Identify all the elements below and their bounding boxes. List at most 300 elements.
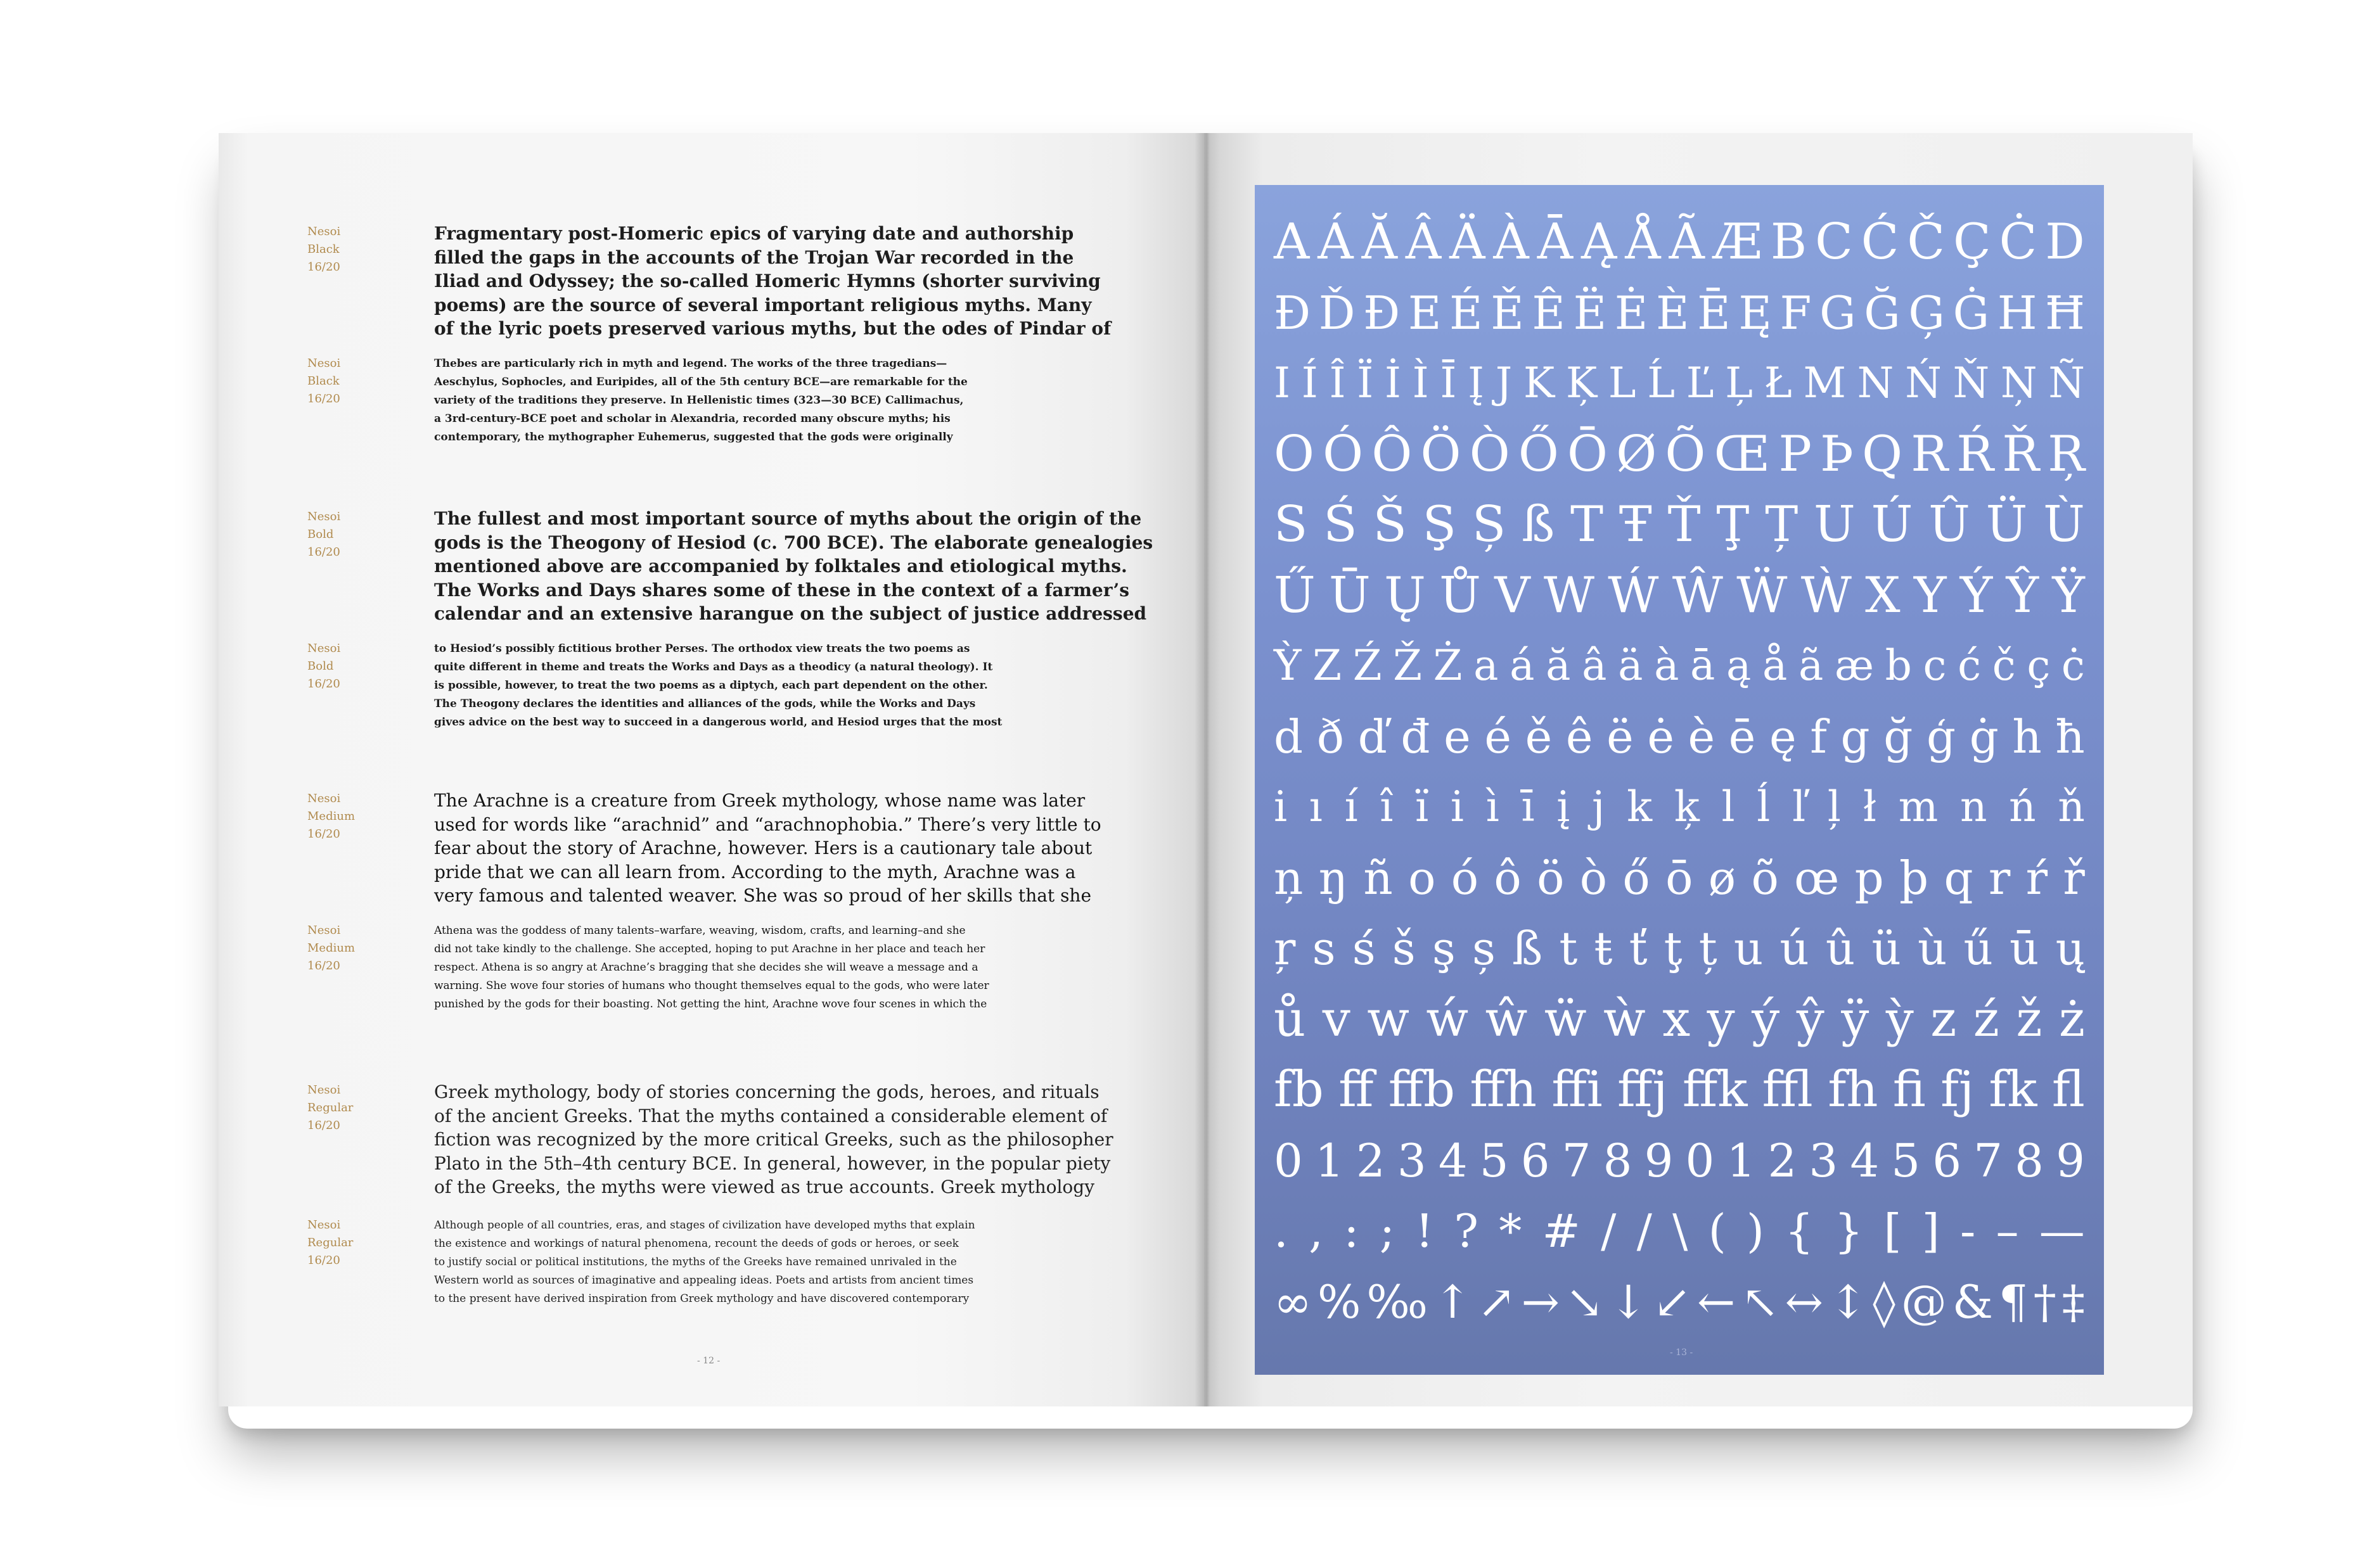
font-spec-line: Bold: [307, 660, 334, 673]
glyph-row: [1274, 423, 2085, 486]
glyph: Þ: [1820, 425, 1854, 483]
glyph: /: [1601, 1204, 1617, 1258]
font-spec-line: Nesoi: [307, 510, 341, 523]
glyph: Ű: [1274, 566, 1316, 624]
glyph: M: [1803, 359, 1847, 407]
glyph: Đ: [1274, 286, 1311, 340]
right-page-number: - 13 -: [1670, 1348, 1693, 1358]
sample-paragraph: [434, 507, 1315, 626]
glyph: Ã: [1669, 214, 1705, 271]
glyph: Ņ: [2000, 359, 2037, 407]
glyph: ;: [1379, 1204, 1395, 1258]
glyph: Ü: [1985, 496, 2028, 553]
glyph: â: [1582, 641, 1607, 690]
glyph: ě: [1525, 710, 1553, 763]
glyph: d: [1274, 710, 1304, 763]
glyph: ð: [1316, 710, 1345, 763]
glyph: ‰: [1366, 1275, 1428, 1329]
glyph: 6: [1932, 1133, 1962, 1187]
glyph: Z: [1312, 641, 1342, 690]
glyph: ŕ: [2025, 851, 2048, 905]
glyph: Ő: [1518, 425, 1559, 483]
glyph: :: [1343, 1204, 1359, 1258]
glyph: í: [1344, 782, 1358, 831]
glyph: Y: [1914, 566, 1947, 624]
glyph-row: [1274, 1129, 2085, 1192]
glyph: ô: [1494, 851, 1522, 905]
glyph: 6: [1520, 1133, 1550, 1187]
glyph: –: [1996, 1204, 2019, 1258]
glyph: 8: [2015, 1133, 2044, 1187]
sample-line: poems) are the source of several important religious myths. Many: [434, 294, 1092, 316]
glyph: ): [1746, 1204, 1764, 1258]
font-spec-line: 16/20: [307, 392, 340, 405]
font-spec-line: Nesoi: [307, 1083, 341, 1097]
glyph: ę: [1769, 710, 1797, 763]
glyph: Ŗ: [2048, 425, 2085, 483]
sample-line: Aeschylus, Sophocles, and Euripides, all of the 5th century BCE—are remarkable for the: [434, 376, 968, 388]
glyph: Đ: [1363, 286, 1401, 340]
glyph: ø: [1708, 851, 1736, 905]
glyph: Ẁ: [1800, 566, 1852, 624]
sample-line: punished by the gods for their boasting. Not getting the hint, Arachne wove four scenes in which the: [434, 998, 987, 1010]
glyph: ė: [1647, 710, 1674, 763]
glyph: ò: [1579, 851, 1608, 905]
glyph: Ľ: [1686, 359, 1714, 407]
glyph: á: [1510, 641, 1535, 690]
glyph: Ċ: [1999, 214, 2037, 271]
glyph: Ć: [1861, 214, 1899, 271]
glyph: Ò: [1469, 425, 1510, 483]
glyph: å: [1762, 641, 1788, 690]
glyph: f: [1810, 710, 1827, 763]
left-page: [219, 133, 1204, 1406]
glyph: m: [1898, 782, 1939, 831]
glyph: Ŕ: [1956, 425, 1994, 483]
glyph: Ș: [1471, 496, 1506, 553]
sample-line: Plato in the 5th–4th century BCE. In general, however, in the popular piety: [434, 1152, 1111, 1174]
glyph: š: [1392, 922, 1416, 975]
glyph: 8: [1603, 1133, 1632, 1187]
glyph: G: [1819, 286, 1856, 340]
glyph: ¶: [1998, 1275, 2028, 1329]
glyph: y: [1707, 990, 1735, 1048]
glyph: P: [1778, 425, 1812, 483]
glyph: Õ: [1665, 425, 1706, 483]
sample-line: to Hesiod’s possibly fictitious brother Perses. The orthodox view treats the two poems as: [434, 642, 970, 655]
glyph: ]: [1921, 1204, 1940, 1258]
sample-line: filled the gaps in the accounts of the Trojan War recorded in the: [434, 246, 1074, 268]
font-spec-line: Regular: [307, 1101, 354, 1114]
glyph: ń: [2009, 782, 2036, 831]
glyph: ù: [1917, 922, 1947, 975]
glyph: Ā: [1537, 214, 1574, 271]
glyph: Ø: [1616, 425, 1657, 483]
glyph: ș: [1472, 922, 1496, 975]
glyph: Î: [1329, 359, 1346, 407]
glyph: ỳ: [1885, 990, 1914, 1048]
glyph: ś: [1352, 922, 1376, 975]
glyph: ų: [2055, 922, 2085, 975]
glyph: į: [1556, 782, 1570, 831]
glyph: č: [1992, 641, 2016, 690]
glyph: ẅ: [1544, 990, 1587, 1048]
glyph: 0: [1274, 1133, 1303, 1187]
sample-line: gives advice on the best way to succeed in a dangerous world, and Hesiod urges that the most: [434, 716, 1003, 729]
glyph: fh: [1828, 1061, 1878, 1118]
glyph: 5: [1891, 1133, 1921, 1187]
glyph: U: [1814, 496, 1856, 553]
glyph: É: [1449, 286, 1483, 340]
glyph: 3: [1809, 1133, 1838, 1187]
sample-line: Fragmentary post-Homeric epics of varying date and authorship: [434, 223, 1074, 244]
glyph-row: [1274, 1270, 2085, 1334]
glyph: 1: [1726, 1133, 1756, 1187]
font-spec-label: [307, 922, 409, 975]
glyph-row: [1274, 281, 2085, 345]
glyph: p: [1854, 851, 1884, 905]
glyph: Ì: [1412, 359, 1429, 407]
sample-line: contemporary, the mythographer Euhemerus, suggested that the gods were originally: [434, 431, 953, 443]
glyph: Ė: [1614, 286, 1648, 340]
glyph: ←: [1696, 1275, 1736, 1329]
glyph: Ï: [1357, 359, 1374, 407]
glyph: 5: [1479, 1133, 1509, 1187]
glyph: ẁ: [1603, 990, 1646, 1048]
font-spec-line: Medium: [307, 810, 356, 823]
sample-line: Iliad and Odyssey; the so-called Homeric Hymns (shorter surviving: [434, 271, 1101, 291]
glyph: ↑: [1433, 1275, 1472, 1329]
sample-line: warning. She wove four stories of humans who thought themselves equal to the gods, who were later: [434, 979, 989, 992]
font-spec-line: Regular: [307, 1236, 354, 1249]
glyph-row: [1274, 352, 2085, 415]
glyph: !: [1415, 1204, 1434, 1258]
glyph: û: [1825, 922, 1856, 975]
glyph: ê: [1565, 710, 1593, 763]
glyph: Ń: [1905, 359, 1942, 407]
glyph: Į: [1468, 359, 1485, 407]
glyph: Ÿ: [2052, 566, 2085, 624]
glyph: İ: [1384, 359, 1401, 407]
glyph: ŧ: [1594, 922, 1613, 975]
glyph: Ē: [1697, 286, 1731, 340]
glyph: ň: [2058, 782, 2085, 831]
glyph: Ġ: [1952, 286, 1990, 340]
sample-paragraph: [434, 1080, 1315, 1199]
glyph: è: [1688, 710, 1715, 763]
glyph: v: [1322, 990, 1350, 1048]
glyph: é: [1484, 710, 1511, 763]
glyph: fk: [1989, 1061, 2037, 1118]
glyph: h: [2012, 710, 2042, 763]
glyph: ŋ: [1318, 851, 1349, 905]
glyph: 9: [1644, 1133, 1674, 1187]
glyph: 9: [2056, 1133, 2085, 1187]
glyph: Ŵ: [1672, 566, 1723, 624]
glyph: k: [1627, 782, 1653, 831]
glyph: ‡: [2061, 1275, 2085, 1329]
glyph: Ħ: [2045, 286, 2085, 340]
glyph: E: [1407, 286, 1442, 340]
glyph: Ẅ: [1736, 566, 1788, 624]
glyph: fb: [1274, 1061, 1324, 1118]
glyph: Ğ: [1864, 286, 1901, 340]
glyph-row: [1274, 917, 2085, 980]
glyph: Ů: [1439, 566, 1481, 624]
glyph: o: [1408, 851, 1436, 905]
glyph: l: [1721, 782, 1735, 831]
sample-line: the existence and workings of natural phenomena, recount the deeds of gods or heroes, or seek: [434, 1237, 959, 1250]
glyph: s: [1312, 922, 1336, 975]
glyph: ß: [1522, 496, 1555, 553]
glyph: Ý: [1959, 566, 1993, 624]
font-spec-label: [307, 1081, 409, 1135]
glyph: K: [1523, 359, 1555, 407]
glyph: ł: [1863, 782, 1877, 831]
glyph: ž: [2016, 990, 2042, 1048]
glyph: B: [1770, 214, 1807, 271]
glyph: ↔: [1785, 1275, 1823, 1329]
glyph: ľ: [1792, 782, 1806, 831]
glyph: fl: [2051, 1061, 2085, 1118]
glyph: Ť: [1667, 496, 1701, 553]
glyph: ffh: [1470, 1061, 1537, 1118]
glyph: ā: [1690, 641, 1715, 690]
font-spec-line: Nesoi: [307, 924, 341, 937]
glyph: 1: [1314, 1133, 1344, 1187]
sample-paragraph: [434, 222, 1315, 341]
glyph: ý: [1752, 990, 1780, 1048]
glyph: T: [1570, 496, 1604, 553]
font-spec-label: [307, 508, 409, 561]
glyph: À: [1493, 214, 1529, 271]
glyph: Æ: [1712, 214, 1762, 271]
glyph: Û: [1928, 496, 1970, 553]
glyph: j: [1592, 782, 1605, 831]
glyph: ∞: [1274, 1275, 1312, 1329]
glyph: [: [1883, 1204, 1902, 1258]
glyph: Ñ: [2048, 359, 2085, 407]
font-spec-line: Nesoi: [307, 642, 341, 655]
glyph: ī: [1521, 782, 1535, 831]
glyph-row: [1274, 705, 2085, 768]
glyph: Ó: [1323, 425, 1364, 483]
font-spec-label: [307, 223, 409, 276]
font-spec-line: Black: [307, 374, 340, 388]
glyph: ↗: [1477, 1275, 1516, 1329]
glyph: Ŷ: [2006, 566, 2039, 624]
glyph: ż: [2058, 990, 2085, 1048]
glyph: J: [1495, 359, 1513, 407]
glyph: ↖: [1741, 1275, 1779, 1329]
glyph: V: [1494, 566, 1530, 624]
glyph: W: [1543, 566, 1594, 624]
font-spec-line: 16/20: [307, 1254, 340, 1267]
glyph: ċ: [2061, 641, 2085, 690]
glyph-row: [1274, 634, 2085, 698]
sample-line: Although people of all countries, eras, and stages of civilization have developed myths that explain: [434, 1219, 975, 1232]
glyph: Ú: [1871, 496, 1913, 553]
font-spec-label: [307, 790, 409, 843]
glyph: #: [1542, 1204, 1580, 1258]
sample-line: gods is the Theogony of Hesiod (c. 700 BCE). The elaborate genealogies: [434, 532, 1153, 553]
glyph: ć: [1958, 641, 1982, 690]
glyph: ş: [1432, 922, 1456, 975]
glyph: Ŧ: [1619, 496, 1652, 553]
glyph: t: [1559, 922, 1578, 975]
glyph: ë: [1606, 710, 1634, 763]
glyph: 2: [1767, 1133, 1797, 1187]
glyph: i: [1274, 782, 1288, 831]
glyph: u: [1733, 922, 1764, 975]
glyph: Ģ: [1908, 286, 1945, 340]
glyph: {: [1785, 1204, 1814, 1258]
glyph: Ỳ: [1274, 641, 1302, 690]
glyph: —: [2039, 1204, 2085, 1258]
font-spec-line: Black: [307, 243, 340, 256]
glyph-row: [1274, 775, 2085, 839]
glyph: ffj: [1617, 1061, 1668, 1118]
glyph: fj: [1940, 1061, 1975, 1118]
glyph: ñ: [1363, 851, 1393, 905]
glyph: Ū: [1329, 566, 1371, 624]
glyph: c: [1923, 641, 1947, 690]
glyph: r: [1988, 851, 2011, 905]
font-spec-label: [307, 1216, 409, 1270]
glyph: A: [1274, 214, 1310, 271]
sample-line: Western world as sources of imaginative and appealing ideas. Poets and artists from ancient times: [434, 1274, 974, 1287]
sample-line: quite different in theme and treats the Works and Days as a theodicy (a natural theology). It: [434, 661, 993, 673]
glyph: Í: [1301, 359, 1318, 407]
glyph: ü: [1871, 922, 1901, 975]
glyph: ↘: [1565, 1275, 1604, 1329]
glyph: e: [1444, 710, 1471, 763]
glyph-row: [1274, 493, 2085, 556]
glyph: O: [1274, 425, 1314, 483]
glyph: Ž: [1393, 641, 1423, 690]
glyph: Å: [1625, 214, 1661, 271]
glyph: q: [1944, 851, 1973, 905]
glyph: Ą: [1580, 214, 1617, 271]
glyph: ő: [1622, 851, 1650, 905]
sample-line: is possible, however, to treat the two poems as a diptych, each part dependent on the other.: [434, 679, 988, 692]
font-spec-line: Nesoi: [307, 225, 341, 238]
font-spec-line: Nesoi: [307, 792, 341, 805]
glyph: †: [2033, 1275, 2056, 1329]
sample-paragraph: [434, 640, 1315, 732]
sample-line: Greek mythology, body of stories concerning the gods, heroes, and rituals: [434, 1081, 1100, 1102]
glyph: ź: [1973, 990, 1999, 1048]
glyph: ğ: [1883, 710, 1913, 763]
left-page-number: - 12 -: [697, 1356, 721, 1366]
sample-line: of the Greeks, the myths were viewed as true accounts. Greek mythology: [434, 1176, 1095, 1197]
glyph: Ö: [1420, 425, 1461, 483]
sample-line: to the present have derived inspiration from Greek mythology and have discovered contemporary: [434, 1292, 970, 1305]
sample-line: very famous and talented weaver. She was so proud of her skills that she: [434, 885, 1092, 906]
sample-paragraph: [434, 789, 1315, 908]
glyph: ,: [1309, 1204, 1324, 1258]
glyph: Ň: [1952, 359, 1990, 407]
glyph: N: [1857, 359, 1894, 407]
glyph: ť: [1629, 922, 1648, 975]
glyph: Ă: [1361, 214, 1397, 271]
glyph: æ: [1834, 641, 1875, 690]
glyph: ı: [1309, 782, 1323, 831]
glyph: b: [1885, 641, 1912, 690]
glyph: *: [1499, 1204, 1522, 1258]
glyph: ↕: [1828, 1275, 1868, 1329]
glyph: Ù: [2043, 496, 2085, 553]
font-spec-line: 16/20: [307, 1119, 340, 1132]
glyph: Â: [1405, 214, 1442, 271]
glyph: ↓: [1609, 1275, 1648, 1329]
sample-line: did not take kindly to the challenge. She accepted, hoping to put Arachne in her place and teach her: [434, 943, 985, 955]
glyph: ġ: [1969, 710, 1999, 763]
glyph: .: [1274, 1204, 1288, 1258]
glyph: ř: [2063, 851, 2085, 905]
glyph: a: [1473, 641, 1499, 690]
glyph: Q: [1862, 425, 1903, 483]
glyph: 4: [1850, 1133, 1880, 1187]
sample-line: respect. Athena is so angry at Arachne’s bragging that she decides she will weave a message and a: [434, 961, 978, 974]
glyph: ↙: [1653, 1275, 1691, 1329]
glyph: Ļ: [1725, 359, 1753, 407]
glyph: L: [1608, 359, 1636, 407]
glyph: ķ: [1674, 782, 1700, 831]
glyph: →: [1521, 1275, 1560, 1329]
glyph: Ĺ: [1647, 359, 1676, 407]
glyph: Ẃ: [1608, 566, 1659, 624]
glyph: ŗ: [1274, 922, 1296, 975]
glyph: Ä: [1449, 214, 1485, 271]
glyph: S: [1274, 496, 1308, 553]
glyph: Ţ: [1716, 496, 1750, 553]
glyph: 3: [1397, 1133, 1427, 1187]
glyph: \: [1672, 1204, 1688, 1258]
font-spec-line: 16/20: [307, 545, 340, 559]
glyph: Ô: [1371, 425, 1413, 483]
glyph: Ț: [1765, 496, 1798, 553]
glyph: ŷ: [1796, 990, 1824, 1048]
glyph: ì: [1485, 782, 1499, 831]
glyph: ö: [1537, 851, 1565, 905]
glyph: ç: [2027, 641, 2051, 690]
glyph: È: [1655, 286, 1689, 340]
glyph: þ: [1899, 851, 1929, 905]
glyph: Ď: [1318, 286, 1356, 340]
glyph: ů: [1274, 990, 1306, 1048]
glyph: Á: [1318, 214, 1354, 271]
sample-line: used for words like “arachnid” and “arachnophobia.” There’s very little to: [434, 813, 1101, 835]
glyph: ț: [1698, 922, 1717, 975]
glyph-row: [1274, 988, 2085, 1051]
font-spec-line: 16/20: [307, 959, 340, 972]
glyph: }: [1834, 1204, 1864, 1258]
glyph: 4: [1438, 1133, 1468, 1187]
glyph: ű: [1963, 922, 1993, 975]
glyph: C: [1815, 214, 1853, 271]
glyph: î: [1380, 782, 1394, 831]
glyph: Ō: [1567, 425, 1608, 483]
sample-paragraph: [434, 355, 1315, 447]
glyph: 2: [1356, 1133, 1385, 1187]
glyph: ß: [1512, 922, 1543, 975]
font-spec-label: [307, 355, 409, 408]
glyph: Ş: [1422, 496, 1457, 553]
glyph: ē: [1728, 710, 1756, 763]
glyph: I: [1274, 359, 1291, 407]
glyph: z: [1930, 990, 1957, 1048]
